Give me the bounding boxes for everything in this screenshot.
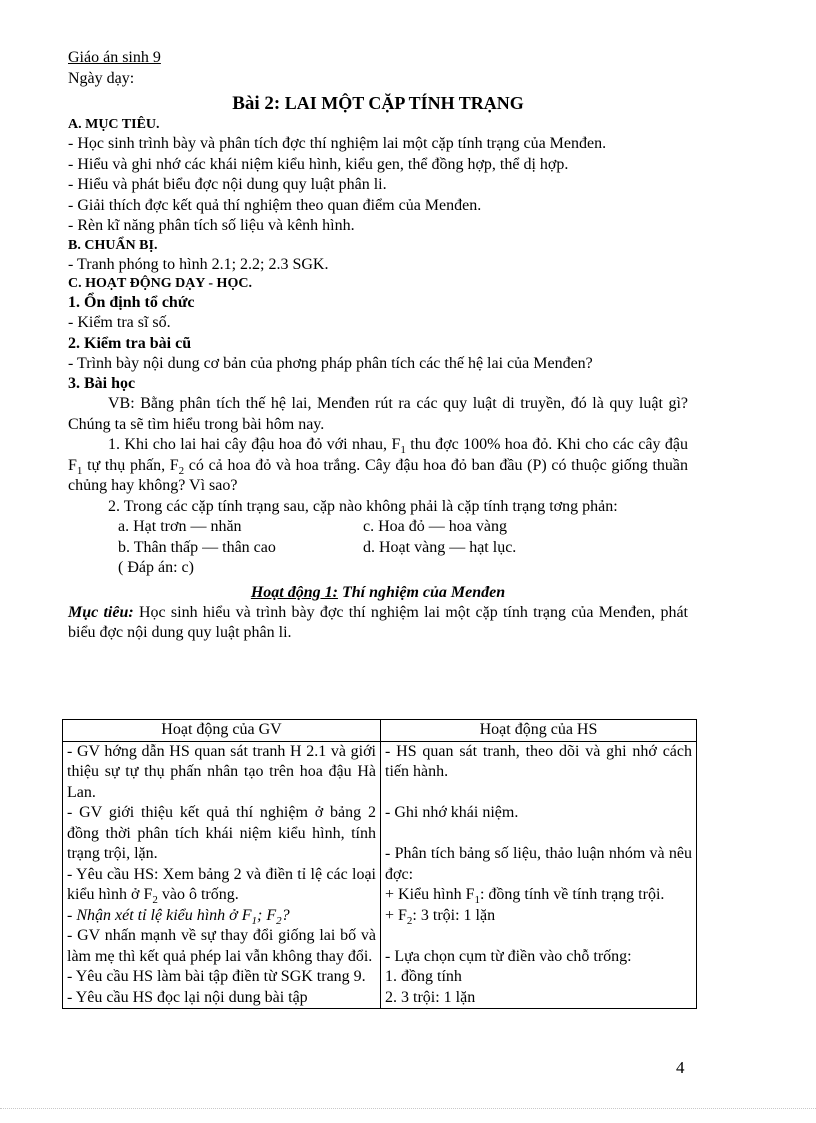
objective-1: - Học sinh trình bày và phân tích đợc thí nghiệm lai một cặp tính trạng của Menđen. — [68, 135, 607, 152]
hs-cell — [381, 741, 697, 1009]
activity-title — [68, 583, 688, 603]
footer-divider — [0, 1108, 816, 1109]
section-c-heading: C. HOẠT ĐỘNG DẠY - HỌC. — [68, 276, 252, 291]
gv-step-6: - Yêu cầu HS làm bài tập điền từ SGK trang 9. — [67, 968, 366, 985]
goal-text: Học sinh hiểu và trình bày đợc thí nghiệm lai một cặp tính trạng của Menđen, phát biểu đợc nội dung quy luật phân li. — [68, 603, 688, 641]
date-label: Ngày dạy: — [68, 69, 135, 87]
objective-3: - Hiểu và phát biểu đợc nội dung quy luật phân li. — [68, 176, 387, 193]
question-1: 1. Khi cho lai hai cây đậu hoa đỏ với nhau, $F_1$ thu đợc 100% hoa đỏ. Khi cho các cây đậu $F_1$ tự thụ phấn, $F_2$ có cả hoa đỏ và hoa trắng. Cây đậu hoa đỏ ban đầu (P) có thuộc giống thuần chủng hay không? Vì sao? — [68, 436, 689, 494]
hs-step-4: + Kiểu hình $F_1$: đồng tính về tính trạng trội. — [385, 886, 665, 907]
subsection-2-heading: 2. Kiểm tra bài cũ — [68, 334, 192, 352]
header-title: Giáo án sinh 9 — [68, 49, 161, 66]
subsection-1-text: - Kiểm tra sĩ số. — [68, 314, 171, 331]
gv-step-3: - Yêu cầu HS: Xem bảng 2 và điền tỉ lệ các loại kiểu hình ở $F_2$ vào ô trống. — [67, 865, 376, 907]
option-b: b. Thân thấp — thân cao — [118, 538, 276, 556]
table-header-row — [63, 720, 697, 742]
answer-note: ( Đáp án: c) — [118, 559, 194, 576]
hs-step-7: 1. đồng tính — [385, 968, 462, 985]
section-b-heading: B. CHUẨN BỊ. — [68, 237, 158, 253]
options-row-2 — [68, 538, 688, 559]
activity-name: Thí nghiệm của Menđen — [337, 583, 506, 601]
preparation-item: - Tranh phóng to hình 2.1; 2.2; 2.3 SGK. — [68, 255, 329, 273]
option-c: c. Hoa đỏ — hoa vàng — [363, 518, 507, 535]
subsection-2-text: - Trình bày nội dung cơ bản của phơng pháp phân tích các thế hệ lai của Menđen? — [68, 354, 593, 372]
option-a: a. Hạt trơn — nhăn — [118, 518, 242, 535]
hs-step-5: + $F_2$: 3 trội: 1 lặn — [385, 906, 496, 927]
objective-4: - Giải thích đợc kết quả thí nghiệm theo quan điểm của Menđen. — [68, 196, 482, 214]
header-gv: Hoạt động của GV — [63, 720, 381, 742]
options-row-1 — [68, 517, 688, 538]
hs-step-2: - Ghi nhớ khái niệm. — [385, 804, 519, 821]
lesson-intro: VB: Bằng phân tích thế hệ lai, Menđen rút ra các quy luật di truyền, đó là quy luật gì? Chúng ta sẽ tìm hiểu trong bài hôm nay. — [68, 395, 688, 433]
subsection-3-heading: 3. Bài học — [68, 375, 136, 392]
objective-5: - Rèn kĩ năng phân tích số liệu và kênh hình. — [68, 217, 355, 234]
gv-step-1: - GV hớng dẫn HS quan sát tranh H 2.1 và giới thiệu sự tự thụ phấn nhân tạo trên hoa đậu Hà Lan. — [67, 742, 376, 801]
lesson-title — [68, 91, 688, 116]
hs-step-8: 2. 3 trội: 1 lặn — [385, 988, 476, 1006]
page-number: 4 — [676, 1058, 685, 1077]
gv-step-5: - GV nhấn mạnh về sự thay đổi giống lai bố và làm mẹ thì kết quả phép lai vẫn không thay đổi. — [67, 927, 376, 965]
hs-step-3: - Phân tích bảng số liệu, thảo luận nhóm và nêu đợc: — [385, 845, 692, 883]
lesson-name: LAI MỘT CẶP TÍNH TRẠNG — [284, 93, 524, 113]
gv-step-4: - Nhận xét tỉ lệ kiểu hình ở $F_1$; $F_2$? — [67, 906, 290, 927]
hs-step-6: - Lựa chọn cụm từ điền vào chỗ trống: — [385, 947, 632, 965]
activity-goal — [68, 603, 688, 644]
gv-cell — [63, 741, 381, 1009]
table-row — [63, 741, 697, 1009]
gv-step-7: - Yêu cầu HS đọc lại nội dung bài tập — [67, 988, 308, 1006]
subsection-1-heading: 1. Ổn định tổ chức — [68, 294, 195, 311]
question-2: 2. Trong các cặp tính trạng sau, cặp nào không phải là cặp tính trạng tơng phản: — [108, 497, 618, 515]
document-page — [68, 48, 688, 644]
hs-step-1: - HS quan sát tranh, theo dõi và ghi nhớ cách tiến hành. — [385, 742, 692, 780]
gv-step-2: - GV giới thiệu kết quả thí nghiệm ở bảng 2 đồng thời phân tích khái niệm kiểu hình, tính trạng trội, lặn. — [67, 804, 376, 862]
header-hs: Hoạt động của HS — [381, 720, 697, 742]
objective-2: - Hiểu và ghi nhớ các khái niệm kiểu hình, kiểu gen, thể đồng hợp, thể dị hợp. — [68, 155, 569, 173]
section-a-heading: A. MỤC TIÊU. — [68, 117, 160, 132]
goal-label: Mục tiêu: — [68, 603, 134, 621]
option-d: d. Hoạt vàng — hạt lục. — [363, 538, 517, 556]
activity-label: Hoạt động 1: — [250, 583, 338, 601]
lesson-number: Bài 2: — [232, 93, 281, 114]
activity-table — [62, 719, 697, 1009]
